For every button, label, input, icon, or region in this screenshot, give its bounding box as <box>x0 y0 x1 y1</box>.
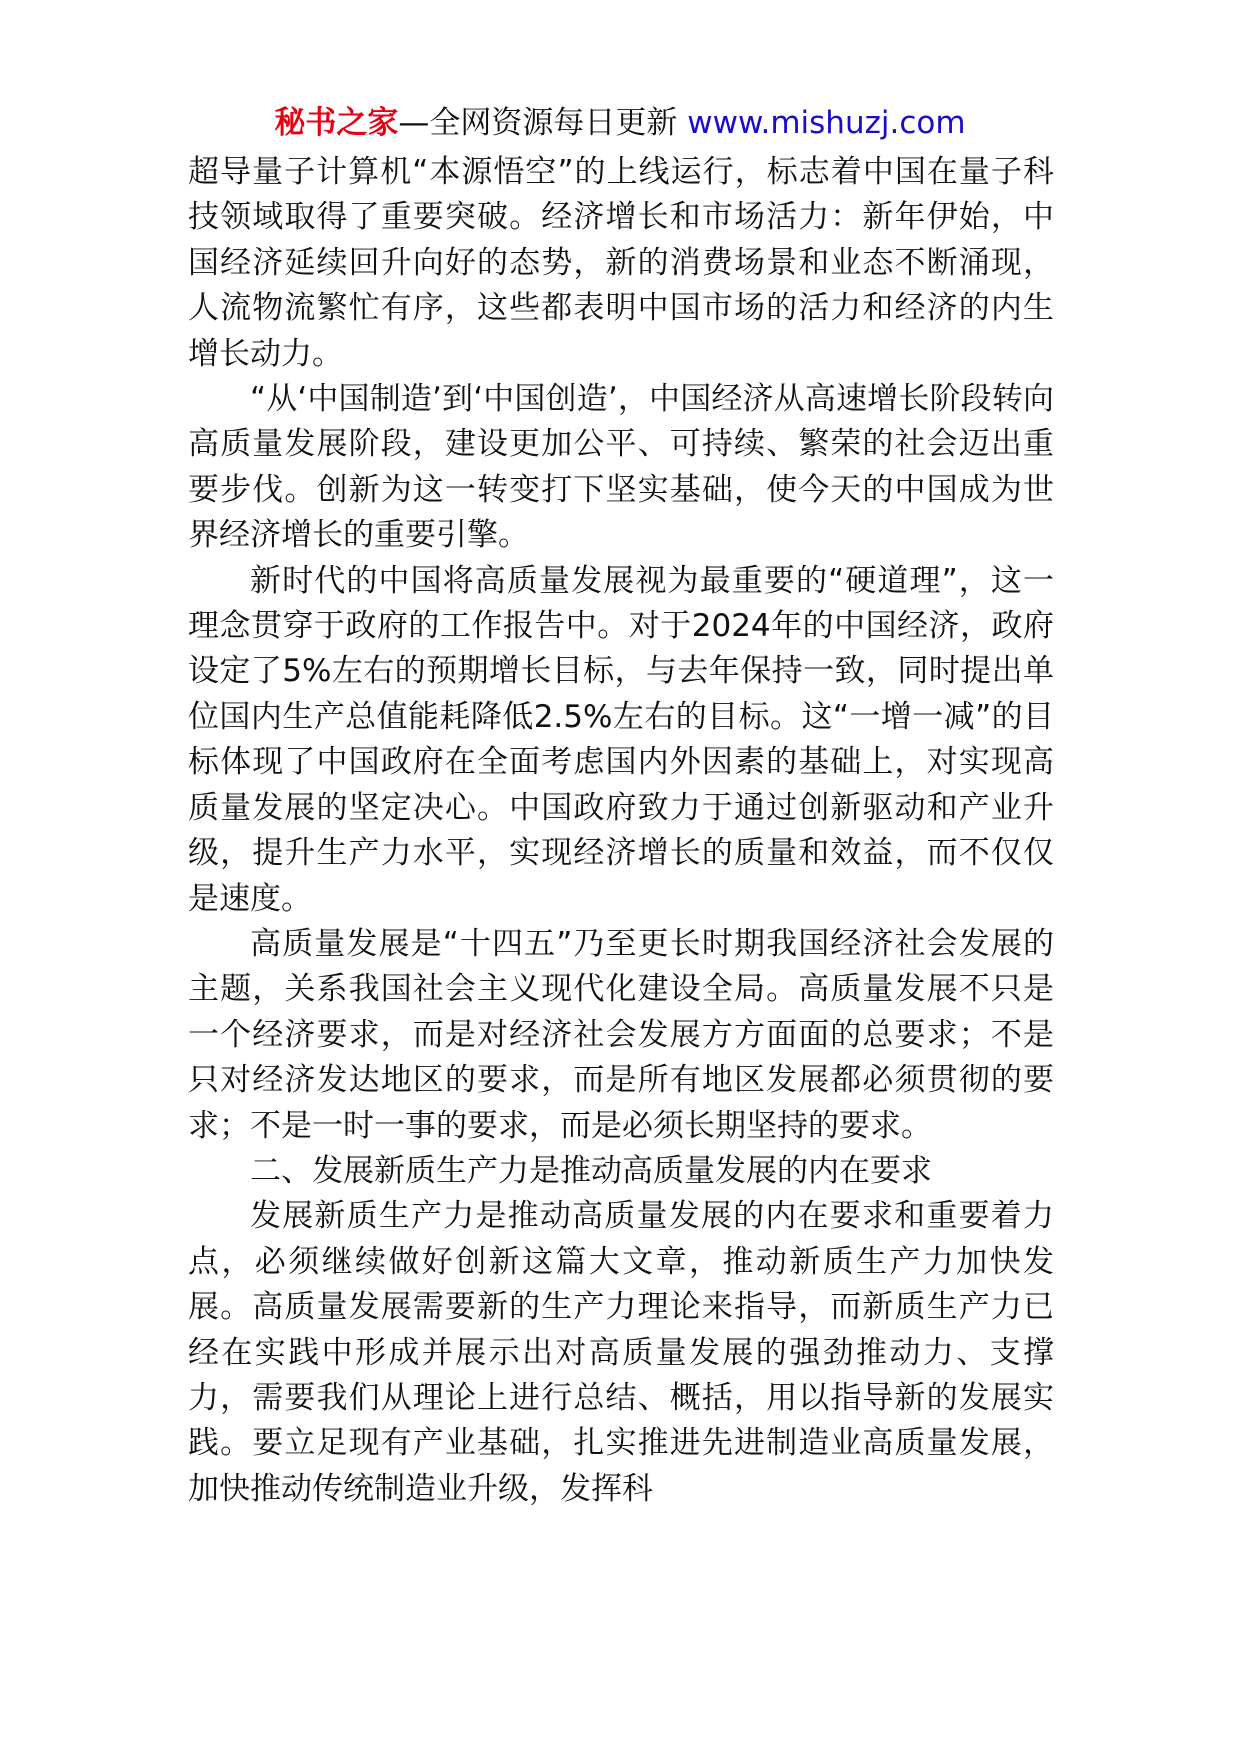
website-link[interactable]: www.mishuzj.com <box>677 105 966 141</box>
brand-name: 秘书之家 <box>274 105 399 141</box>
paragraph: 发展新质生产力是推动高质量发展的内在要求和重要着力点，必须继续做好创新这篇大文章，推动新质生产力加快发展。高质量发展需要新的生产力理论来指导，而新质生产力已经在实践中形成并展示出对高质量发展的强劲推动力、支撑力，需要我们从理论上进行总结、概括，用以指导新的发展实践。要立足现有产业基础，扎实推进先进制造业高质量发展，加快推动传统制造业升级，发挥科 <box>188 1198 1054 1507</box>
paragraph-continuation: 超导量子计算机“本源悟空”的上线运行，标志着中国在量子科技领域取得了重要突破。经济增长和市场活力：新年伊始，中国经济延续回升向好的态势，新的消费场景和业态不断涌现，人流物流繁忙有序，这些都表明中国市场的活力和经济的内生增长动力。 <box>188 154 1054 372</box>
paragraph: “从‘中国制造’到‘中国创造’，中国经济从高速增长阶段转向高质量发展阶段，建设更加公平、可持续、繁荣的社会迈出重要步伐。创新为这一转变打下坚实基础，使今天的中国成为世界经济增长的重要引擎。 <box>188 381 1054 554</box>
document-body <box>188 150 1054 1512</box>
page-header <box>0 102 1240 144</box>
paragraph: 高质量发展是“十四五”乃至更长时期我国经济社会发展的主题，关系我国社会主义现代化建设全局。高质量发展不只是一个经济要求，而是对经济社会发展方方面面的总要求；不是只对经济发达地区的要求，而是所有地区发展都必须贯彻的要求；不是一时一事的要求，而是必须长期坚持的要求。 <box>188 925 1054 1144</box>
section-heading: 二、发展新质生产力是推动高质量发展的内在要求 <box>250 1152 932 1189</box>
paragraph: 新时代的中国将高质量发展视为最重要的“硬道理”，这一理念贯穿于政府的工作报告中。对于2024年的中国经济，政府设定了5%左右的预期增长目标，与去年保持一致，同时提出单位国内生产总值能耗降低2.5%左右的目标。这“一增一减”的目标体现了中国政府在全面考虑国内外因素的基础上，对实现高质量发展的坚定决心。中国政府致力于通过创新驱动和产业升级，提升生产力水平，实现经济增长的质量和效益，而不仅仅是速度。 <box>188 562 1054 917</box>
header-tagline: —全网资源每日更新 <box>398 105 678 141</box>
